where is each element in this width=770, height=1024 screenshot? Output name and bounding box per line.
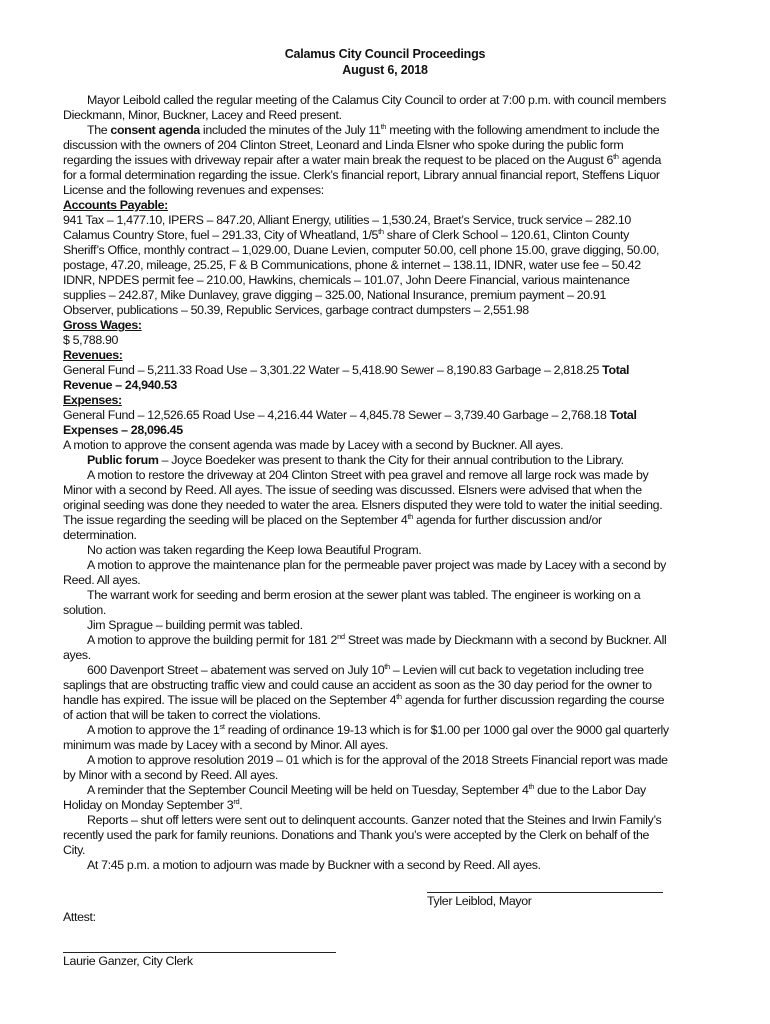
warrant-paragraph-line: solution.: [63, 603, 107, 617]
adjourn-motion: At 7:45 p.m. a motion to adjourn was made by Buckner with a second by Reed. All ayes.: [87, 858, 541, 872]
expenses-total: Expenses – 28,096.45: [63, 423, 183, 437]
consent-paragraph-line: regarding the issues with driveway repair after a water main break the request to be placed on the August 6th agenda: [63, 152, 661, 167]
accounts-payable-line: Calamus Country Store, fuel – 291.33, City of Wheatland, 1/5th share of Clerk School – 120.61, Clinton County: [63, 227, 629, 242]
reminder-paragraph-line: A reminder that the September Council Meeting will be held on Tuesday, September 4th due to the Labor Day: [87, 782, 646, 797]
clerk-signature-line: [63, 952, 336, 953]
ordinance-paragraph-line: A motion to approve the 1st reading of ordinance 19-13 which is for $1.00 per 1000 gal over the 9000 gal quarterly: [87, 722, 669, 737]
resolution-paragraph-line: by Minor with a second by Reed. All ayes.: [63, 768, 278, 782]
mayor-name: Tyler Leiblod, Mayor: [427, 894, 532, 908]
driveway-paragraph-line: A motion to restore the driveway at 204 Clinton Street with pea gravel and remove all large rock was made by: [87, 468, 649, 482]
revenues-total: Revenue – 24,940.53: [63, 378, 177, 392]
intro-line: Mayor Leibold called the regular meeting of the Calamus City Council to order at 7:00 p.m. with council members: [87, 93, 666, 107]
driveway-paragraph-line: determination.: [63, 528, 137, 542]
clerk-name: Laurie Ganzer, City Clerk: [63, 954, 193, 968]
paver-paragraph-line: A motion to approve the maintenance plan for the permeable paver project was made by Lacey with a second by: [87, 558, 667, 572]
reports-paragraph-line: City.: [63, 843, 86, 857]
consent-motion: A motion to approve the consent agenda was made by Lacey with a second by Buckner. All ayes.: [63, 438, 564, 452]
accounts-payable-heading: Accounts Payable:: [63, 198, 168, 212]
public-forum: Public forum – Joyce Boedeker was present to thank the City for their annual contribution to the Library.: [87, 453, 624, 467]
attest-label: Attest:: [63, 910, 96, 924]
mayor-signature-line: [427, 892, 663, 893]
gross-wages-value: $ 5,788.90: [63, 333, 119, 347]
accounts-payable-line: postage, 47.20, mileage, 25.25, F & B Communications, phone & internet – 138.11, IDNR, water use fee – 50.42: [63, 258, 641, 272]
consent-paragraph-line: License and the following revenues and expenses:: [63, 183, 324, 197]
permit-paragraph-line: ayes.: [63, 648, 91, 662]
accounts-payable-line: 941 Tax – 1,477.10, IPERS – 847.20, Alliant Energy, utilities – 1,530.24, Braet’s Service, truck service – 282.10: [63, 213, 631, 227]
revenues-heading: Revenues:: [63, 348, 123, 362]
document-date: August 6, 2018: [342, 63, 428, 77]
permit-paragraph-line: A motion to approve the building permit for 181 2nd Street was made by Dieckmann with a second by Buckner. All: [87, 632, 667, 647]
davenport-paragraph-line: handle has expired. The issue will be placed on the September 4th agenda for further discussion regarding the course: [63, 692, 665, 707]
driveway-paragraph-line: The issue regarding the seeding will be placed on the September 4th agenda for further discussion and/or: [63, 512, 602, 527]
intro-line: Dieckmann, Minor, Buckner, Lacey and Reed present.: [63, 108, 342, 122]
accounts-payable-line: supplies – 242.87, Mike Dunlavey, grave digging – 325.00, National Insurance, premium payment – 20.91: [63, 288, 606, 302]
paver-paragraph-line: Reed. All ayes.: [63, 573, 141, 587]
consent-paragraph-line: The consent agenda included the minutes of the July 11th meeting with the following amendment to include the: [87, 122, 660, 137]
sprague-permit: Jim Sprague – building permit was tabled.: [87, 618, 303, 632]
accounts-payable-line: Sheriff’s Office, monthly contract – 1,029.00, Duane Levien, computer 50.00, cell phone 15.00, grave digging, 50.00,: [63, 243, 660, 257]
davenport-paragraph-line: saplings that are obstructing traffic view and could cause an accident as soon as the 30 day period for the owner to: [63, 678, 652, 692]
driveway-paragraph-line: Minor with a second by Reed. All ayes. The issue of seeding was discussed. Elsners were advised that when the: [63, 483, 642, 497]
consent-paragraph-line: discussion with the owners of 204 Clinton Street, Leonard and Linda Elsner who spoke during the public form: [63, 138, 624, 152]
reports-paragraph-line: recently used the park for family reunions. Donations and Thank you’s were accepted by the Clerk on behalf of the: [63, 828, 650, 842]
resolution-paragraph-line: A motion to approve resolution 2019 – 01 which is for the approval of the 2018 Streets Financial report was made: [87, 753, 668, 767]
reports-paragraph-line: Reports – shut off letters were sent out to delinquent accounts. Ganzer noted that the Steines and Irwin Family’s: [87, 813, 662, 827]
expenses-line: General Fund – 12,526.65 Road Use – 4,216.44 Water – 4,845.78 Sewer – 3,739.40 Garbage – 2,768.18 Total: [63, 408, 637, 422]
expenses-heading: Expenses:: [63, 393, 122, 407]
reminder-paragraph-line: Holiday on Monday September 3rd.: [63, 797, 243, 812]
keep-iowa-beautiful: No action was taken regarding the Keep Iowa Beautiful Program.: [87, 543, 422, 557]
davenport-paragraph-line: of action that will be taken to correct the violations.: [63, 708, 321, 722]
accounts-payable-line: Observer, publications – 50.39, Republic Services, garbage contract dumpsters – 2,551.98: [63, 303, 529, 317]
document-title: Calamus City Council Proceedings: [284, 47, 486, 61]
driveway-paragraph-line: original seeding was done they needed to water the area. Elsners disputed they were told to water the initial seeding.: [63, 498, 663, 512]
warrant-paragraph-line: The warrant work for seeding and berm erosion at the sewer plant was tabled. The engineer is working on a: [87, 588, 641, 602]
davenport-paragraph-line: 600 Davenport Street – abatement was served on July 10th – Levien will cut back to vegetation including tree: [87, 662, 644, 677]
gross-wages-heading: Gross Wages:: [63, 318, 142, 332]
consent-paragraph-line: for a formal determination regarding the issue. Clerk’s financial report, Library annual financial report, Steffens Liquor: [63, 168, 660, 182]
ordinance-paragraph-line: minimum was made by Lacey with a second by Minor. All ayes.: [63, 738, 389, 752]
revenues-line: General Fund – 5,211.33 Road Use – 3,301.22 Water – 5,418.90 Sewer – 8,190.83 Garbage – 2,818.25 Total: [63, 363, 630, 377]
accounts-payable-line: IDNR, NPDES permit fee – 210.00, Hawkins, chemicals – 101.07, John Deere Financial, various maintenance: [63, 273, 630, 287]
